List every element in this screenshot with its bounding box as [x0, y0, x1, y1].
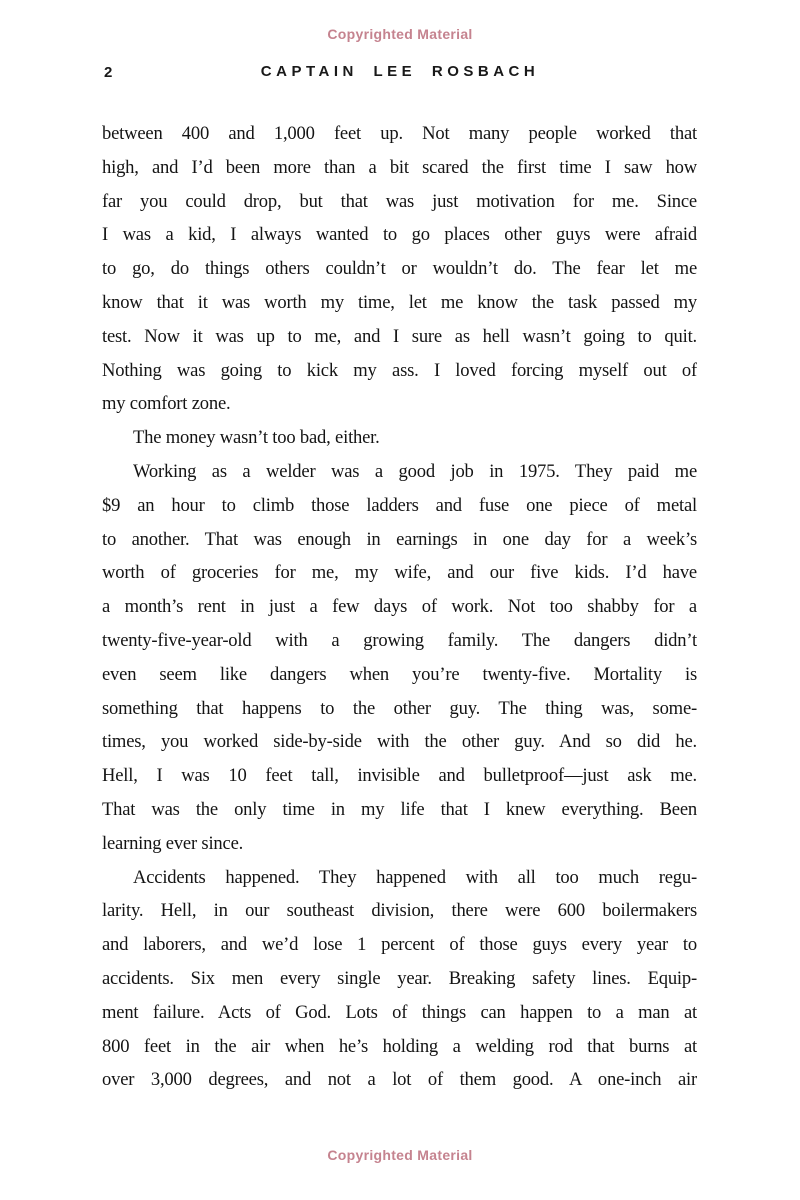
page-header — [102, 63, 698, 83]
body-line: and laborers, and we’d lose 1 percent of those guys every year to — [102, 934, 697, 956]
body-line: a month’s rent in just a few days of work. Not too shabby for a — [102, 596, 697, 618]
body-line: Hell, I was 10 feet tall, invisible and bulletproof—just ask me. — [102, 765, 697, 787]
body-line: learning ever since. — [102, 832, 244, 854]
body-line: I was a kid, I always wanted to go places other guys were afraid — [102, 224, 697, 246]
body-text — [102, 117, 697, 1097]
body-line: accidents. Six men every single year. Breaking safety lines. Equip- — [102, 967, 697, 989]
body-line: 800 feet in the air when he’s holding a welding rod that burns at — [102, 1035, 697, 1057]
body-line: Accidents happened. They happened with all too much regu- — [133, 866, 697, 888]
body-line: The money wasn’t too bad, either. — [133, 427, 380, 449]
body-line: know that it was worth my time, let me know the task passed my — [102, 291, 697, 313]
body-line: far you could drop, but that was just motivation for me. Since — [102, 190, 697, 212]
body-line: Nothing was going to kick my ass. I loved forcing myself out of — [102, 359, 697, 381]
running-title: CAPTAIN LEE ROSBACH — [260, 63, 540, 80]
body-line: $9 an hour to climb those ladders and fuse one piece of metal — [102, 494, 697, 516]
body-line: times, you worked side-by-side with the other guy. And so did he. — [102, 731, 697, 753]
body-line: even seem like dangers when you’re twenty-five. Mortality is — [102, 663, 697, 685]
body-line: something that happens to the other guy. The thing was, some- — [102, 697, 697, 719]
copyright-watermark-top: Copyrighted Material — [327, 26, 473, 42]
body-line: my comfort zone. — [102, 393, 231, 415]
body-line: test. Now it was up to me, and I sure as hell wasn’t going to quit. — [102, 325, 697, 347]
body-line: worth of groceries for me, my wife, and our five kids. I’d have — [102, 562, 697, 584]
body-line: to go, do things others couldn’t or wouldn’t do. The fear let me — [102, 258, 697, 280]
page-number: 2 — [104, 64, 113, 81]
body-line: between 400 and 1,000 feet up. Not many people worked that — [102, 123, 697, 144]
copyright-watermark-bottom: Copyrighted Material — [327, 1147, 473, 1163]
body-line: over 3,000 degrees, and not a lot of them good. A one-inch air — [102, 1069, 697, 1091]
body-line: high, and I’d been more than a bit scared the first time I saw how — [102, 156, 697, 178]
body-line: ment failure. Acts of God. Lots of things can happen to a man at — [102, 1001, 697, 1023]
body-line: That was the only time in my life that I knew everything. Been — [102, 798, 697, 820]
body-line: twenty-five-year-old with a growing family. The dangers didn’t — [102, 629, 697, 651]
body-line: to another. That was enough in earnings in one day for a week’s — [102, 528, 697, 550]
body-line: larity. Hell, in our southeast division, there were 600 boilermakers — [102, 900, 697, 922]
body-line: Working as a welder was a good job in 1975. They paid me — [133, 460, 697, 482]
